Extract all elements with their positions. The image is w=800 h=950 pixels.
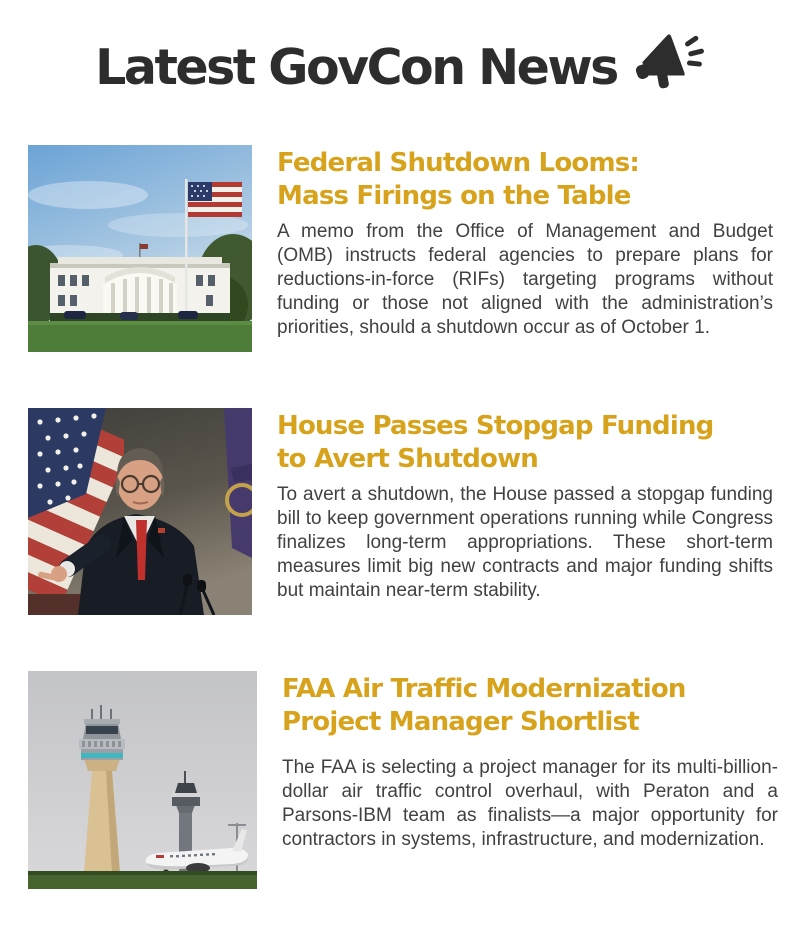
article-body: A memo from the Office of Management and Budget (OMB) instructs federal agencies to prepare plans for reductions-in-force (RIFs) targeting programs without funding or those not aligned with the administration’s priorities, should a shutdown occur as of October 1. xyxy=(277,221,773,338)
article-stopgap-funding xyxy=(28,408,800,615)
article-faa-modernization xyxy=(28,671,800,889)
article-list xyxy=(0,145,800,889)
house-speaker-press-conference-photo xyxy=(28,408,252,615)
article-headline: Federal Shutdown Looms: Mass Firings on the Table xyxy=(277,148,640,211)
page-title: Latest GovCon News xyxy=(95,38,617,96)
article-headline: House Passes Stopgap Funding to Avert Shutdown xyxy=(277,411,714,474)
article-headline: FAA Air Traffic Modernization Project Manager Shortlist xyxy=(282,674,686,737)
white-house-us-flag-photo xyxy=(28,145,252,352)
article-body: The FAA is selecting a project manager for its multi-billion-dollar air traffic control overhaul, with Peraton and a Parsons-IBM team as finalists—a major opportunity for contractors in systems, infrastructure, and modernization. xyxy=(282,757,778,850)
airport-control-towers-jet-photo xyxy=(28,671,257,889)
megaphone-icon xyxy=(631,32,705,96)
article-body: To avert a shutdown, the House passed a stopgap funding bill to keep government operations running while Congress finalizes long-term appropriations. These short-term measures limit big new contracts and major funding shifts but maintain near-term stability. xyxy=(277,484,773,601)
newsletter-header xyxy=(0,0,800,100)
article-federal-shutdown xyxy=(28,145,800,352)
